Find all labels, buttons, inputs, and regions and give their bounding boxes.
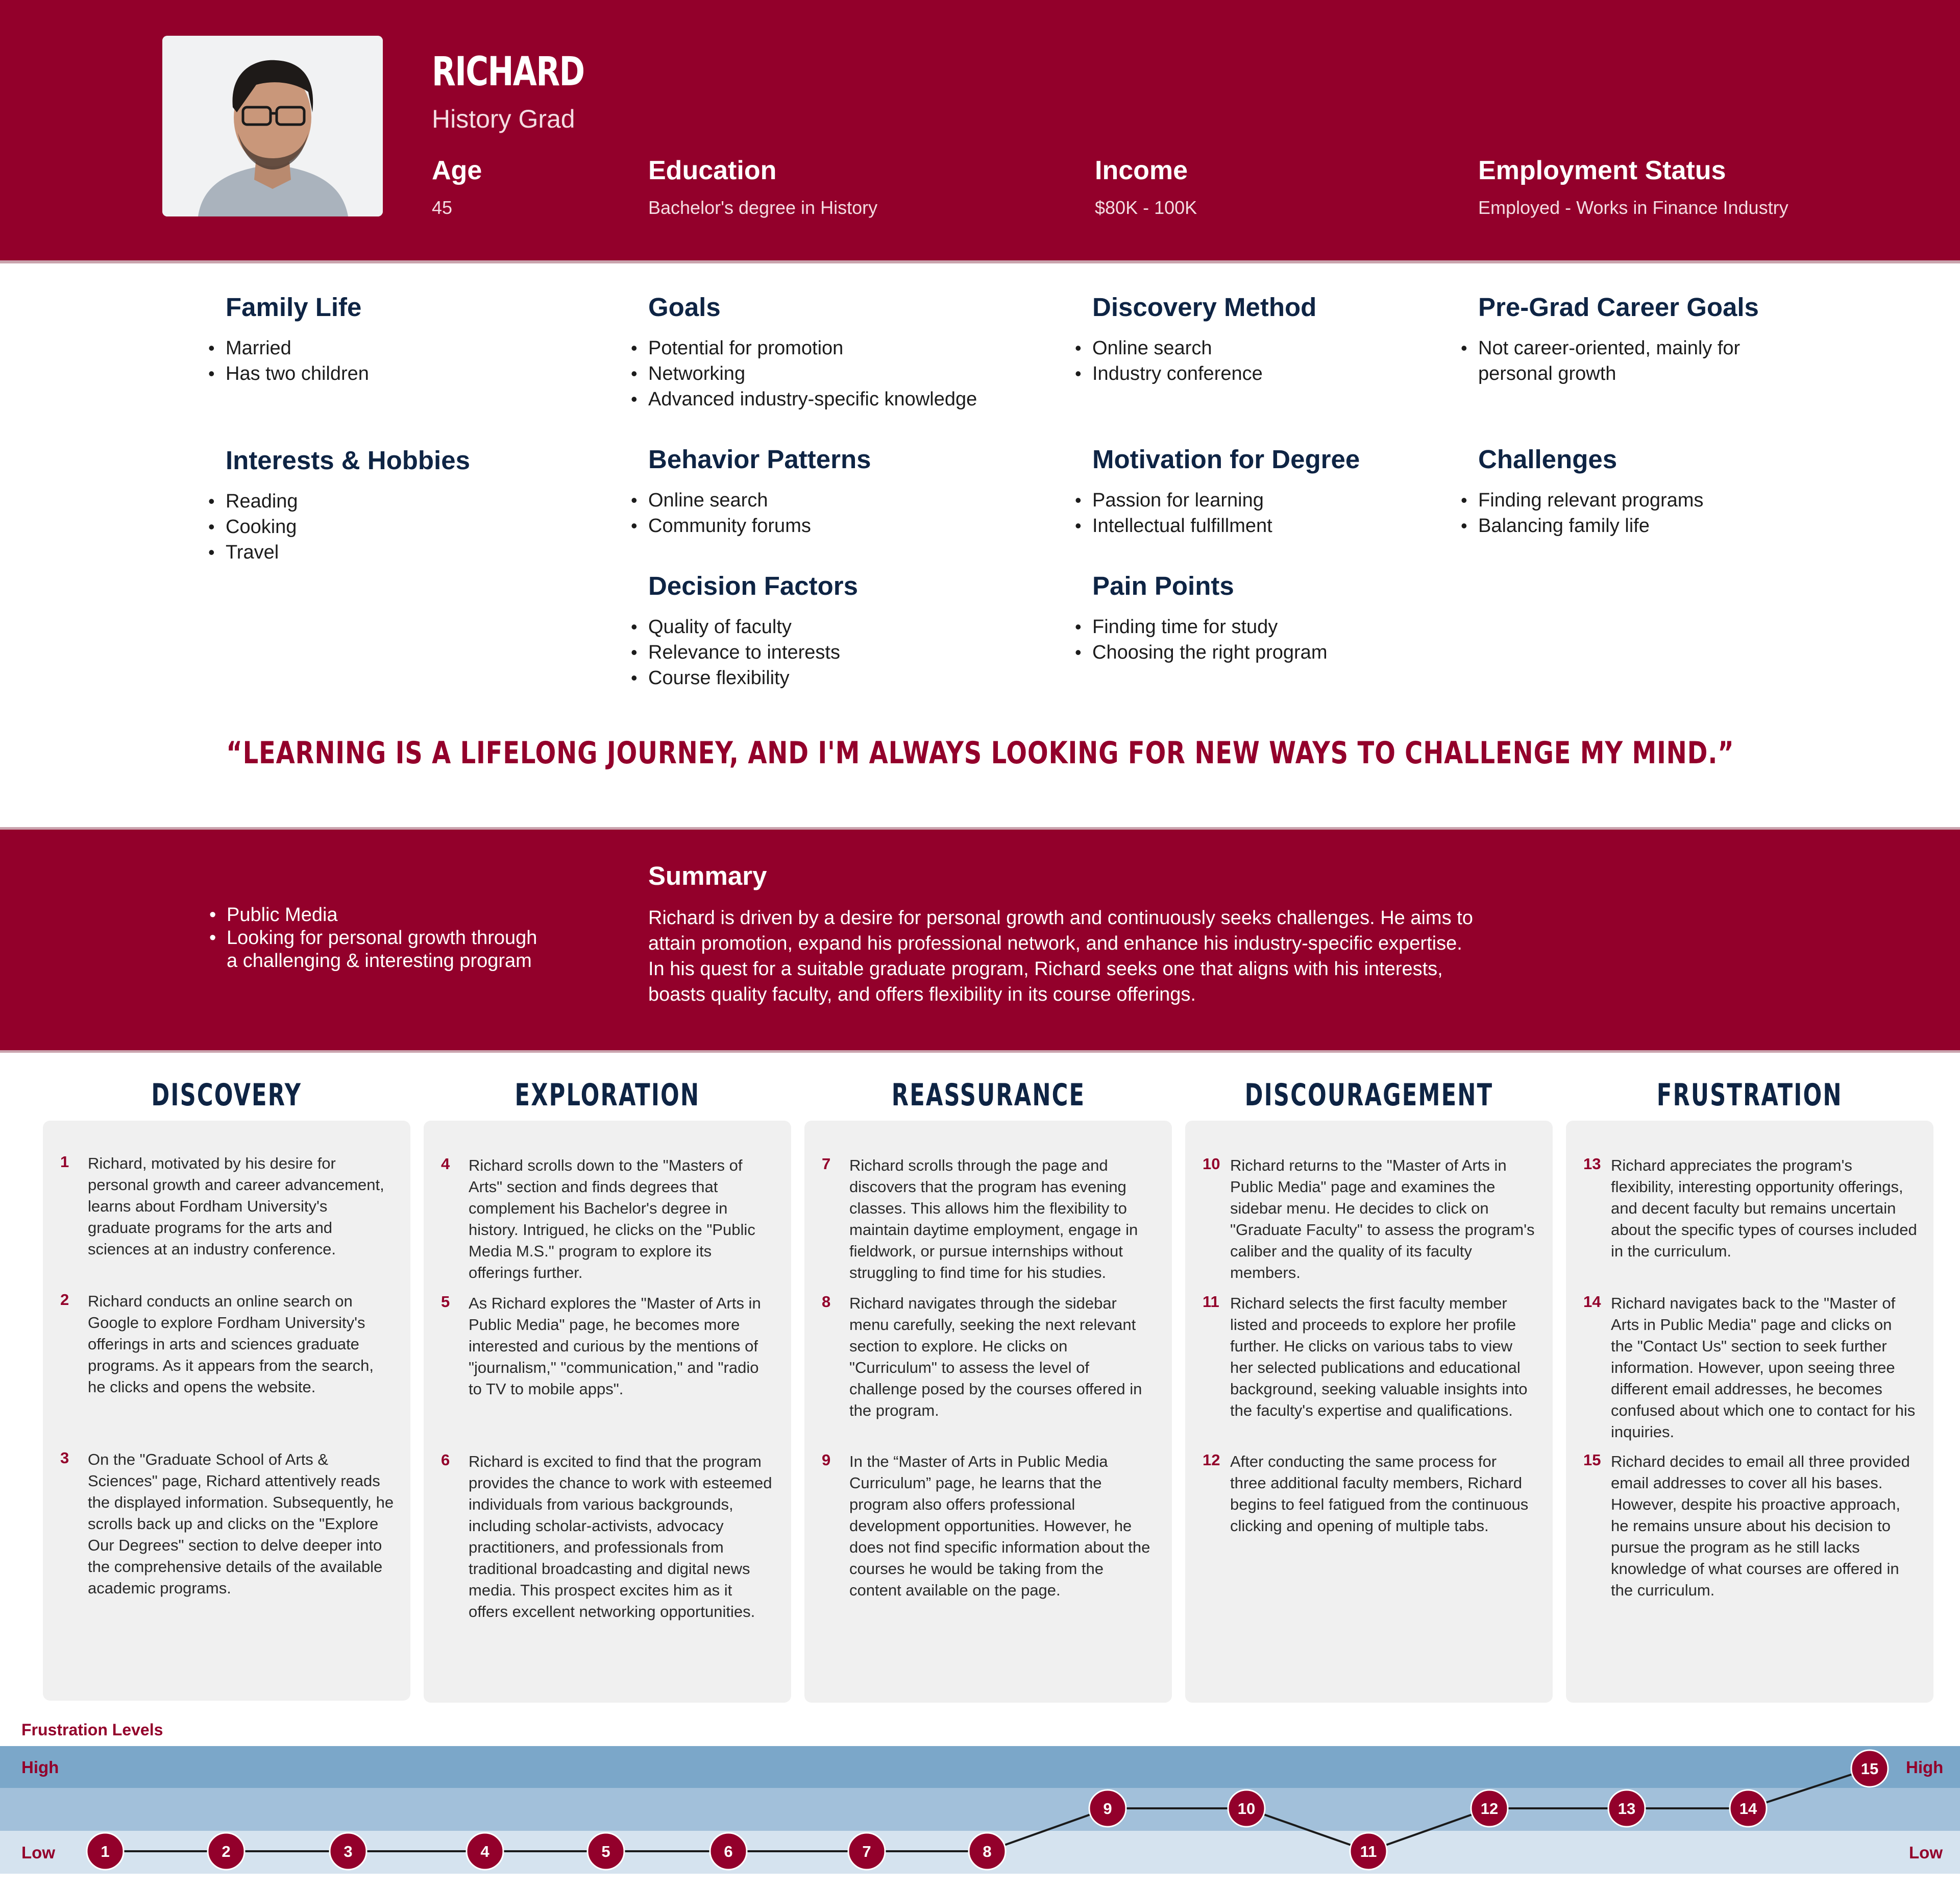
list-item: • Cooking — [209, 514, 470, 540]
frustration-marker-label: 4 — [480, 1843, 489, 1860]
stage-title-text: DISCOVERY — [151, 1077, 302, 1113]
step-number: 2 — [60, 1291, 69, 1309]
step-number: 14 — [1583, 1293, 1601, 1311]
step-number: 9 — [822, 1451, 831, 1469]
section-title: Discovery Method — [1092, 293, 1317, 322]
stage-title-text: EXPLORATION — [514, 1077, 700, 1113]
stage-title-frustration — [1566, 1077, 1933, 1113]
section-motivation — [1092, 444, 1360, 539]
frustration-point-15 — [1851, 1750, 1888, 1787]
section-title: Motivation for Degree — [1092, 445, 1360, 474]
list-item: • Quality of faculty — [632, 614, 858, 640]
section-title: Challenges — [1478, 445, 1618, 474]
frustration-point-6 — [710, 1833, 747, 1870]
frustration-marker-label: 14 — [1739, 1800, 1757, 1818]
step-text: In the “Master of Arts in Public Media Curriculum” page, he learns that the program also offers professional development opportunities. However, he does not find specific information about the courses he would be taking from the content available on the page. — [849, 1453, 1150, 1599]
list-item: • Networking — [632, 361, 977, 386]
frustration-point-3 — [330, 1833, 366, 1870]
summary-text: Richard is driven by a desire for personal growth and continuously seeks challenges. He aims to attain promotion, expand his professional network, and enhance his industry-specific expertise. In his quest for a suitable graduate program, Richard seeks one that aligns with his interests, boasts quality faculty, and offers flexibility in its course offerings. — [648, 907, 1473, 1005]
frustration-point-10 — [1228, 1790, 1265, 1827]
section-challenges — [1478, 444, 1703, 539]
frustration-point-8 — [969, 1833, 1006, 1870]
frustration-marker-label: 1 — [101, 1843, 110, 1860]
fact-employment-value: Employed - Works in Finance Industry — [1478, 197, 1788, 218]
step-text: After conducting the same process for three additional faculty members, Richard begins to feel fatigued from the continuous clicking and opening of multiple tabs. — [1230, 1453, 1529, 1535]
frustration-marker-label: 5 — [601, 1843, 610, 1860]
section-title: Decision Factors — [648, 571, 858, 600]
persona-subtitle: History Grad — [432, 105, 575, 133]
stage-title-discovery — [43, 1077, 410, 1113]
section-pregrad-goals — [1478, 292, 1759, 386]
step-text: Richard returns to the "Master of Arts in Public Media" page and examines the sidebar menu. He decides to click on "Graduate Faculty" to assess the program's caliber and the quality of its faculty members. — [1230, 1156, 1535, 1281]
step-text: Richard is excited to find that the program provides the chance to work with esteemed individuals from various backgrounds, including scholar-activists, advocacy practitioners, and professionals from traditional broadcasting and digital news media. This prospect excites him as it offers excellent networking opportunities. — [469, 1453, 772, 1620]
step-text: On the "Graduate School of Arts & Sciences" page, Richard attentively reads the displayed information. Subsequently, he scrolls back up and clicks on the "Explore Our Degrees" section to delve deeper into the comprehensive details of the available academic programs. — [88, 1450, 394, 1597]
section-title: Interests & Hobbies — [226, 446, 470, 475]
stage-title-text: FRUSTRATION — [1657, 1077, 1843, 1113]
frustration-marker-label: 10 — [1237, 1800, 1256, 1818]
section-goals — [648, 292, 977, 412]
frustration-marker-label: 3 — [344, 1843, 353, 1860]
frustration-point-2 — [208, 1833, 244, 1870]
stage-title-reassurance — [804, 1077, 1172, 1113]
quote-text: “LEARNING IS A LIFELONG JOURNEY, AND I'M ALWAYS LOOKING FOR NEW WAYS TO CHALLENGE MY MIND.” — [226, 735, 1734, 771]
step-number: 7 — [822, 1155, 831, 1173]
section-pain-points — [1092, 571, 1327, 665]
section-decision-factors — [648, 571, 858, 691]
step-number: 10 — [1203, 1155, 1220, 1173]
section-title: Behavior Patterns — [648, 445, 871, 474]
persona-name: RICHARD — [432, 49, 584, 95]
frustration-marker-label: 12 — [1480, 1800, 1499, 1818]
list-item: • Relevance to interests — [632, 640, 858, 665]
step-text: Richard scrolls through the page and discovers that the program has evening classes. This allows him the flexibility to maintain daytime employment, engage in fieldwork, or pursue internships without struggling to find time for his studies. — [849, 1156, 1138, 1281]
section-title: Family Life — [226, 293, 362, 322]
header-divider — [0, 260, 1960, 263]
list-item: • Online search — [632, 488, 871, 513]
level-high-label-left: High — [21, 1758, 59, 1777]
frustration-point-13 — [1608, 1790, 1645, 1827]
fact-employment-label: Employment Status — [1478, 156, 1726, 185]
fact-income-value: $80K - 100K — [1095, 197, 1197, 218]
step-number: 6 — [441, 1451, 450, 1469]
list-item: • Community forums — [632, 513, 871, 539]
list-item: • Advanced industry-specific knowledge — [632, 386, 977, 412]
step-text: Richard, motivated by his desire for personal growth and career advancement, learns about Fordham University's graduate programs for the arts and sciences at an industry conference. — [88, 1154, 384, 1258]
step-number: 15 — [1583, 1451, 1601, 1469]
step-text: As Richard explores the "Master of Arts in Public Media" page, he becomes more interested and curious by the mentions of "journalism," "communication," and "radio to TV to mobile apps". — [469, 1294, 761, 1398]
list-item: • Reading — [209, 489, 470, 514]
summary-title: Summary — [648, 861, 767, 890]
section-interests — [226, 445, 470, 565]
frustration-marker-label: 9 — [1103, 1800, 1112, 1818]
list-item: • Finding relevant programs — [1462, 488, 1703, 513]
step-text: Richard navigates back to the "Master of Arts in Public Media" page and clicks on the "Contact Us" section to seek further information. However, upon seeing three different email addresses, he becomes confused about which one to contact for his inquiries. — [1611, 1294, 1916, 1441]
frustration-marker-label: 6 — [724, 1843, 733, 1860]
frustration-marker-label: 13 — [1618, 1800, 1636, 1818]
step-number: 5 — [441, 1293, 450, 1311]
list-item: • Public Media — [210, 904, 537, 927]
list-item: • Has two children — [209, 361, 369, 386]
fact-age-label: Age — [432, 156, 482, 185]
section-behavior — [648, 444, 871, 539]
step-number: 3 — [60, 1449, 69, 1467]
level-high-label-right: High — [1906, 1758, 1944, 1777]
section-title: Goals — [648, 293, 721, 322]
frustration-point-7 — [848, 1833, 885, 1870]
stage-title-text: REASSURANCE — [891, 1077, 1085, 1113]
step-text: Richard navigates through the sidebar menu carefully, seeking the next relevant section to explore. He clicks on "Curriculum" to assess the level of challenge posed by the courses offered in the program. — [849, 1294, 1142, 1419]
list-item: • Intellectual fulfillment — [1076, 513, 1360, 539]
frustration-point-5 — [587, 1833, 624, 1870]
stage-title-discouragement — [1185, 1077, 1553, 1113]
fact-education-label: Education — [648, 156, 777, 185]
step-text: Richard selects the first faculty member listed and proceeds to explore her profile further. He clicks on various tabs to view her selected publications and educational background, seeking valuable insights into the faculty's expertise and qualifications. — [1230, 1294, 1528, 1419]
section-family-life — [226, 292, 369, 386]
list-item: a challenging & interesting program — [227, 950, 532, 972]
frustration-point-11 — [1350, 1833, 1387, 1870]
list-item: • Potential for promotion — [632, 335, 977, 361]
list-item: • Looking for personal growth through — [210, 927, 537, 950]
list-item: • Industry conference — [1076, 361, 1316, 386]
frustration-point-14 — [1730, 1790, 1767, 1827]
list-item: personal growth — [1478, 363, 1616, 384]
step-text: Richard conducts an online search on Google to explore Fordham University's offerings in arts and sciences graduate programs. As it appears from the search, he clicks and opens the website. — [88, 1292, 374, 1396]
step-number: 13 — [1583, 1155, 1601, 1173]
fact-education-value: Bachelor's degree in History — [648, 197, 878, 218]
level-low-label-left: Low — [21, 1843, 55, 1862]
step-text: Richard appreciates the program's flexibility, interesting opportunity offerings, and decent faculty but remains uncertain about the specific types of courses included in the curriculum. — [1611, 1156, 1917, 1260]
summary-bullets — [210, 904, 537, 973]
frustration-chart — [0, 1746, 1960, 1888]
step-number: 8 — [822, 1293, 831, 1311]
step-number: 12 — [1203, 1451, 1220, 1469]
frustration-point-12 — [1471, 1790, 1508, 1827]
frustration-point-4 — [467, 1833, 503, 1870]
list-item: • Balancing family life — [1462, 513, 1703, 539]
list-item: • Married — [209, 335, 369, 361]
frustration-marker-label: 11 — [1360, 1843, 1377, 1860]
list-item: • Not career-oriented, mainly for — [1462, 335, 1759, 361]
frustration-marker-label: 7 — [862, 1843, 871, 1860]
section-title: Pre-Grad Career Goals — [1478, 293, 1759, 322]
list-item: • Passion for learning — [1076, 488, 1360, 513]
fact-income-label: Income — [1095, 156, 1188, 185]
step-number: 4 — [441, 1155, 450, 1173]
step-number: 11 — [1203, 1293, 1219, 1311]
list-item: • Online search — [1076, 335, 1316, 361]
step-text: Richard scrolls down to the "Masters of Arts" section and finds degrees that complement his Bachelor's degree in history. Intrigued, he clicks on the "Public Media M.S." program to explore its offerings further. — [469, 1156, 755, 1281]
frustration-marker-label: 15 — [1860, 1760, 1879, 1778]
stage-title-exploration — [424, 1077, 791, 1113]
section-title: Pain Points — [1092, 571, 1234, 600]
fact-age-value: 45 — [432, 197, 453, 218]
list-item: • Course flexibility — [632, 665, 858, 691]
frustration-marker-label: 8 — [983, 1843, 992, 1860]
list-item: • Travel — [209, 540, 470, 565]
step-number: 1 — [60, 1153, 69, 1171]
step-text: Richard decides to email all three provided email addresses to cover all his bases. However, despite his proactive approach, he remains unsure about his decision to pursue the program as he still lacks knowledge of what courses are offered in the curriculum. — [1611, 1453, 1910, 1599]
frustration-title: Frustration Levels — [21, 1721, 163, 1739]
section-discovery-method — [1092, 292, 1316, 386]
stage-title-text: DISCOURAGEMENT — [1244, 1077, 1493, 1113]
list-item: • Choosing the right program — [1076, 640, 1327, 665]
frustration-point-9 — [1089, 1790, 1126, 1827]
persona-quote — [0, 735, 1960, 771]
frustration-marker-label: 2 — [222, 1843, 231, 1860]
level-low-label-right: Low — [1909, 1843, 1943, 1862]
frustration-point-1 — [87, 1833, 124, 1870]
list-item: • Finding time for study — [1076, 614, 1327, 640]
persona-photo — [162, 36, 383, 216]
